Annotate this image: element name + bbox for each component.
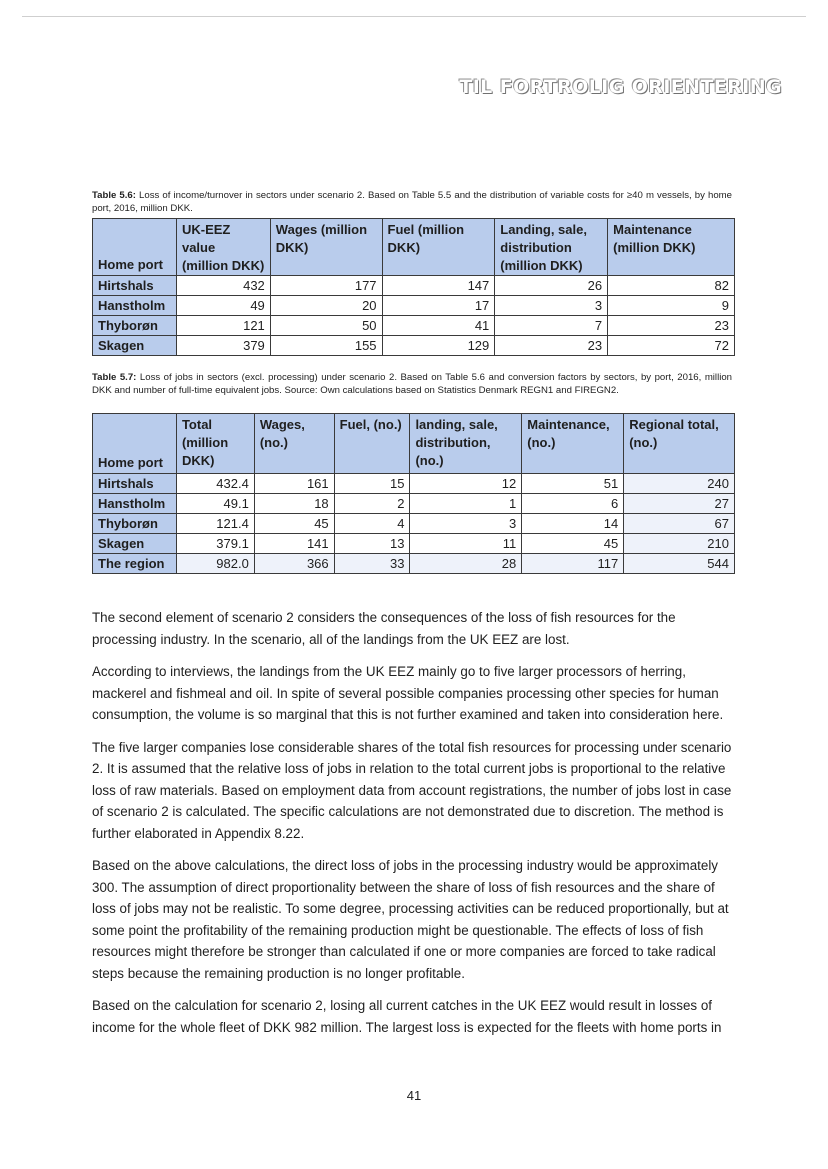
table-cell: 13 bbox=[334, 534, 410, 554]
paragraph: Based on the above calculations, the direct loss of jobs in the processing industry would be approximately 300. The assumption of direct proportionality between the share of loss of fish resources and the share of loss of jobs may not be realistic. To some degree, processing activities can be reduced proportionally, but at some point the profitability of the remaining production might be questionable. The effects of loss of fish resources might therefore be stronger than calculated if one or more companies are forced to take radical steps because the remaining production is no longer profitable. bbox=[92, 858, 729, 981]
table-cell: 117 bbox=[522, 554, 624, 574]
table-cell: 23 bbox=[608, 316, 735, 336]
table-cell: 27 bbox=[624, 494, 735, 514]
table-cell: 3 bbox=[495, 296, 608, 316]
table-cell: 379 bbox=[176, 336, 270, 356]
table-cell: 240 bbox=[624, 474, 735, 494]
table-row bbox=[93, 296, 735, 316]
row-header: Hirtshals bbox=[93, 276, 177, 296]
table-row bbox=[93, 474, 735, 494]
row-header: Hanstholm bbox=[93, 494, 177, 514]
table-row bbox=[93, 494, 735, 514]
table-cell: 49 bbox=[176, 296, 270, 316]
table-cell: 14 bbox=[522, 514, 624, 534]
table-5-7-label: Table 5.7: bbox=[92, 372, 137, 383]
row-header: Skagen bbox=[93, 534, 177, 554]
table-cell: 11 bbox=[410, 534, 522, 554]
table-cell: 45 bbox=[254, 514, 334, 534]
row-header: The region bbox=[93, 554, 177, 574]
table-5-7-caption bbox=[92, 372, 732, 397]
confidential-header: TIL FORTROLIG ORIENTERING bbox=[459, 76, 782, 98]
table-cell: 20 bbox=[270, 296, 382, 316]
table-5-7-caption-text: Loss of jobs in sectors (excl. processing) under scenario 2. Based on Table 5.6 and conversion factors by sectors, by port, 2016, million DKK and number of full-time equivalent jobs. Source: Own calculations based on Statistics Denmark REGN1 and FIREGN2. bbox=[92, 372, 733, 396]
column-header: Regional total, (no.) bbox=[624, 414, 735, 474]
table-header-row bbox=[93, 219, 735, 276]
column-header: Wages, (no.) bbox=[254, 414, 334, 474]
row-header: Thyborøn bbox=[93, 316, 177, 336]
table-cell: 155 bbox=[270, 336, 382, 356]
table-cell: 50 bbox=[270, 316, 382, 336]
table-cell: 141 bbox=[254, 534, 334, 554]
column-header: UK-EEZ value (million DKK) bbox=[176, 219, 270, 276]
column-header-home-port: Home port bbox=[93, 219, 177, 276]
table-cell: 26 bbox=[495, 276, 608, 296]
table-cell: 379.1 bbox=[176, 534, 254, 554]
table-cell: 82 bbox=[608, 276, 735, 296]
table-5-6-caption-text: Loss of income/turnover in sectors under scenario 2. Based on Table 5.5 and the distribution of variable costs for ≥40 m vessels, by home port, 2016, million DKK. bbox=[92, 190, 732, 214]
table-cell: 982.0 bbox=[176, 554, 254, 574]
table-cell: 49.1 bbox=[176, 494, 254, 514]
table-cell: 121.4 bbox=[176, 514, 254, 534]
paragraph: According to interviews, the landings from the UK EEZ mainly go to five larger processors of herring, mackerel and fishmeal and oil. In spite of several possible companies processing other species for human consumption, the volume is so marginal that this is not further examined and taken into consideration here. bbox=[92, 664, 724, 722]
table-cell: 129 bbox=[382, 336, 495, 356]
table-cell: 210 bbox=[624, 534, 735, 554]
row-header: Thyborøn bbox=[93, 514, 177, 534]
column-header: Fuel (million DKK) bbox=[382, 219, 495, 276]
table-cell: 366 bbox=[254, 554, 334, 574]
table-cell: 41 bbox=[382, 316, 495, 336]
row-header: Hanstholm bbox=[93, 296, 177, 316]
table-cell: 147 bbox=[382, 276, 495, 296]
table-row bbox=[93, 514, 735, 534]
paragraph: The five larger companies lose considerable shares of the total fish resources for processing under scenario 2. It is assumed that the relative loss of jobs in relation to the total current jobs is proportional to the relative loss of raw materials. Based on employment data from account registrations, the number of jobs lost in case of scenario 2 is calculated. The specific calculations are not demonstrated due to discretion. The method is further elaborated in Appendix 8.22. bbox=[92, 739, 732, 841]
table-row bbox=[93, 336, 735, 356]
table-cell: 6 bbox=[522, 494, 624, 514]
page-number: 41 bbox=[406, 1088, 422, 1103]
table-cell: 1 bbox=[410, 494, 522, 514]
table-cell: 28 bbox=[410, 554, 522, 574]
table-cell: 9 bbox=[608, 296, 735, 316]
top-rule bbox=[22, 16, 806, 17]
column-header: landing, sale, distribution, (no.) bbox=[410, 414, 522, 474]
table-row-total bbox=[93, 554, 735, 574]
column-header-home-port: Home port bbox=[93, 414, 177, 474]
column-header: Maintenance, (no.) bbox=[522, 414, 624, 474]
table-cell: 432.4 bbox=[176, 474, 254, 494]
table-5-6 bbox=[92, 218, 735, 356]
paragraph: Based on the calculation for scenario 2, losing all current catches in the UK EEZ would result in losses of income for the whole fleet of DKK 982 million. The largest loss is expected for the fleets with home ports in bbox=[92, 998, 722, 1035]
column-header: Fuel, (no.) bbox=[334, 414, 410, 474]
table-cell: 4 bbox=[334, 514, 410, 534]
table-cell: 2 bbox=[334, 494, 410, 514]
paragraph: The second element of scenario 2 considers the consequences of the loss of fish resources for the processing industry. In the scenario, all of the landings from the UK EEZ are lost. bbox=[92, 610, 676, 647]
table-cell: 23 bbox=[495, 336, 608, 356]
table-cell: 544 bbox=[624, 554, 735, 574]
table-cell: 3 bbox=[410, 514, 522, 534]
body-text bbox=[92, 607, 734, 1049]
column-header: Landing, sale, distribution (million DKK) bbox=[495, 219, 608, 276]
table-row bbox=[93, 316, 735, 336]
table-5-7 bbox=[92, 413, 735, 574]
table-cell: 18 bbox=[254, 494, 334, 514]
row-header: Hirtshals bbox=[93, 474, 177, 494]
table-cell: 67 bbox=[624, 514, 735, 534]
table-row bbox=[93, 276, 735, 296]
table-header-row bbox=[93, 414, 735, 474]
table-cell: 72 bbox=[608, 336, 735, 356]
table-cell: 45 bbox=[522, 534, 624, 554]
table-cell: 432 bbox=[176, 276, 270, 296]
row-header: Skagen bbox=[93, 336, 177, 356]
table-cell: 177 bbox=[270, 276, 382, 296]
table-cell: 15 bbox=[334, 474, 410, 494]
column-header: Maintenance (million DKK) bbox=[608, 219, 735, 276]
table-cell: 12 bbox=[410, 474, 522, 494]
table-5-6-label: Table 5.6: bbox=[92, 190, 136, 201]
column-header: Wages (million DKK) bbox=[270, 219, 382, 276]
table-cell: 33 bbox=[334, 554, 410, 574]
table-cell: 121 bbox=[176, 316, 270, 336]
table-cell: 161 bbox=[254, 474, 334, 494]
table-cell: 51 bbox=[522, 474, 624, 494]
table-row bbox=[93, 534, 735, 554]
column-header: Total (million DKK) bbox=[176, 414, 254, 474]
table-cell: 7 bbox=[495, 316, 608, 336]
table-5-6-caption bbox=[92, 190, 732, 215]
table-cell: 17 bbox=[382, 296, 495, 316]
